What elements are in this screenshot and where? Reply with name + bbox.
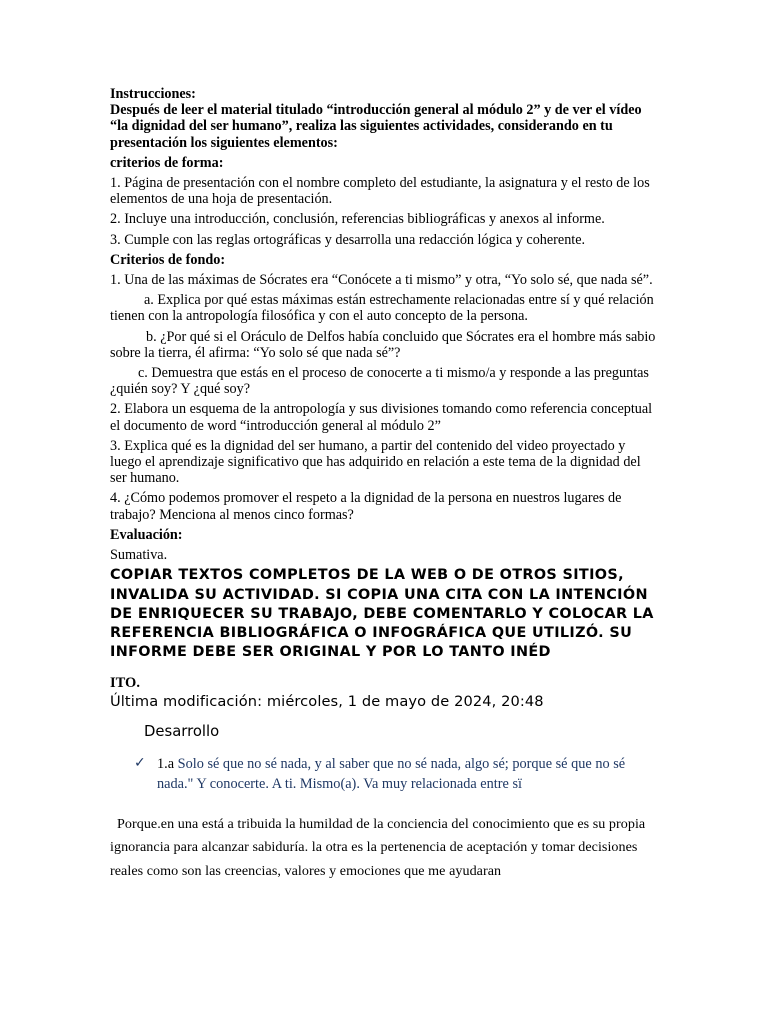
last-modified: Última modificación: miércoles, 1 de mayo de 2024, 20:48 xyxy=(110,692,544,710)
answer-list-item xyxy=(110,754,658,794)
sub-question-c: c. Demuestra que estás en el proceso de conocerte a ti mismo/a y responde a las preguntas ¿quién soy? Y ¿qué soy? xyxy=(110,365,649,398)
answer-1a-text: Solo sé que no sé nada, y al saber que no sé nada, algo sé; porque sé que no sé nada." Y conocerte. A ti. Mismo(a). Va muy relacionada entre sï xyxy=(157,755,626,792)
content-criterion-1: 1. Una de las máximas de Sócrates era “Conócete a ti mismo” y otra, “Yo solo sé, que nada sé”. xyxy=(110,272,653,289)
answer-number: 1.a xyxy=(157,755,175,772)
form-criterion-1: 1. Página de presentación con el nombre completo del estudiante, la asignatura y el resto de los elementos de una hoja de presentación. xyxy=(110,175,650,208)
plagiarism-warning-tail: ITO. xyxy=(110,674,140,691)
form-criterion-3: 3. Cumple con las reglas ortográficas y desarrolla una redacción lógica y coherente. xyxy=(110,231,586,248)
answer-paragraph: Porque.en una está a tribuida la humildad de la conciencia del conocimiento que es su propia ignorancia para alcanzar sabiduría. la otra es la pertenencia de aceptación y tomar decisiones reales como son las creencias, valores y emociones que me ayudaran xyxy=(110,815,646,879)
instructions-intro: Después de leer el material titulado “introducción general al módulo 2” y de ver el vídeo “la dignidad del ser humano”, realiza las siguientes actividades, considerando en tu presentación los siguientes elementos: xyxy=(110,102,642,151)
evaluation-heading: Evaluación: xyxy=(110,526,183,543)
content-criterion-3: 3. Explica qué es la dignidad del ser humano, a partir del contenido del video proyectado y luego el aprendizaje significativo que has adquirido en relación a este tema de la dignidad del ser humano. xyxy=(110,437,641,487)
content-criterion-4: 4. ¿Cómo podemos promover el respeto a la dignidad de la persona en nuestros lugares de trabajo? Menciona al menos cinco formas? xyxy=(110,490,622,523)
instructions-heading: Instrucciones: xyxy=(110,86,196,102)
sub-question-a: a. Explica por qué estas máximas están estrechamente relacionadas entre sí y qué relación tienen con la antropología filosófica y con el auto concepto de la persona. xyxy=(110,292,654,325)
content-criteria-heading: Criterios de fondo: xyxy=(110,251,226,268)
content-criterion-2: 2. Elabora un esquema de la antropología y sus divisiones tomando como referencia conceptual el documento de word “introducción general al módulo 2” xyxy=(110,401,653,434)
document-body xyxy=(110,86,658,883)
development-heading: Desarrollo xyxy=(144,722,220,740)
form-criteria-heading: criterios de forma: xyxy=(110,154,224,171)
checkmark-icon: ✓ xyxy=(134,754,146,771)
answer-1a xyxy=(157,754,658,794)
evaluation-type: Sumativa. xyxy=(110,547,168,564)
form-criterion-2: 2. Incluye una introducción, conclusión, referencias bibliográficas y anexos al informe. xyxy=(110,211,605,228)
plagiarism-warning: COPIAR TEXTOS COMPLETOS DE LA WEB O DE OTROS SITIOS, INVALIDA SU ACTIVIDAD. SI COPIA UNA CITA CON LA INTENCIÓN DE ENRIQUECER SU TRABAJO, DEBE COMENTARLO Y COLOCAR LA REFERENCIA BIBLIOGRÁFICA O INFOGRÁFICA QUE UTILIZÓ. SU INFORME DEBE SER ORIGINAL Y POR LO TANTO INÉD xyxy=(110,567,654,661)
sub-question-b: b. ¿Por qué si el Oráculo de Delfos había concluido que Sócrates era el hombre más sabio sobre la tierra, él afirma: “Yo solo sé que nada sé”? xyxy=(110,328,656,361)
